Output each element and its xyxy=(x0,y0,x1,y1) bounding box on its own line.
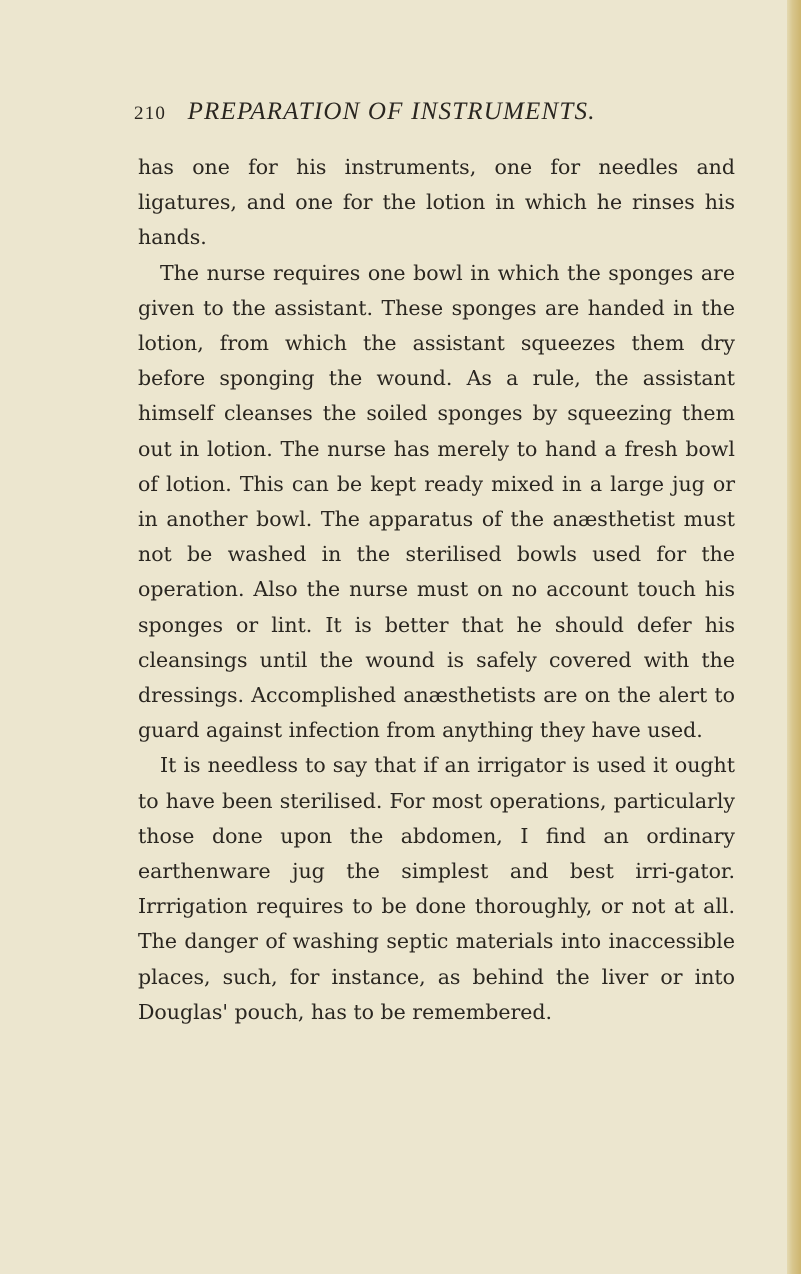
paragraph-3: It is needless to say that if an irrigator is used it ought to have been sterilised. For most operations, particularly those done upon the abdomen, I find an ordinary earthenware jug the simplest and best irri-gator. Irrrigation requires to be done thoroughly, or not at all. The danger of washing septic materials into inaccessible places, such, for instance, as behind the liver or into Douglas' pouch, has to be remembered. xyxy=(138,753,735,1024)
paragraph-1: has one for his instruments, one for needles and ligatures, and one for the lotion in which he rinses his hands. xyxy=(138,155,735,250)
running-header xyxy=(134,96,754,128)
body-text xyxy=(138,150,735,1030)
paragraph-2: The nurse requires one bowl in which the sponges are given to the assistant. These sponges are handed in the lotion, from which the assistant squeezes them dry before sponging the wound. As a rule, the assistant himself cleanses the soiled sponges by squeezing them out in lotion. The nurse has merely to hand a fresh bowl of lotion. This can be kept ready mixed in a large jug or in another bowl. The apparatus of the anæsthetist must not be washed in the sterilised bowls used for the operation. Also the nurse must on no account touch his sponges or lint. It is better that he should defer his cleansings until the wound is safely covered with the dressings. Accomplished anæsthetists are on the alert to guard against infection from anything they have used. xyxy=(138,260,735,743)
running-title: PREPARATION OF INSTRUMENTS. xyxy=(187,98,596,125)
page-edge-decoration xyxy=(787,0,801,1274)
page-number: 210 xyxy=(134,103,167,124)
